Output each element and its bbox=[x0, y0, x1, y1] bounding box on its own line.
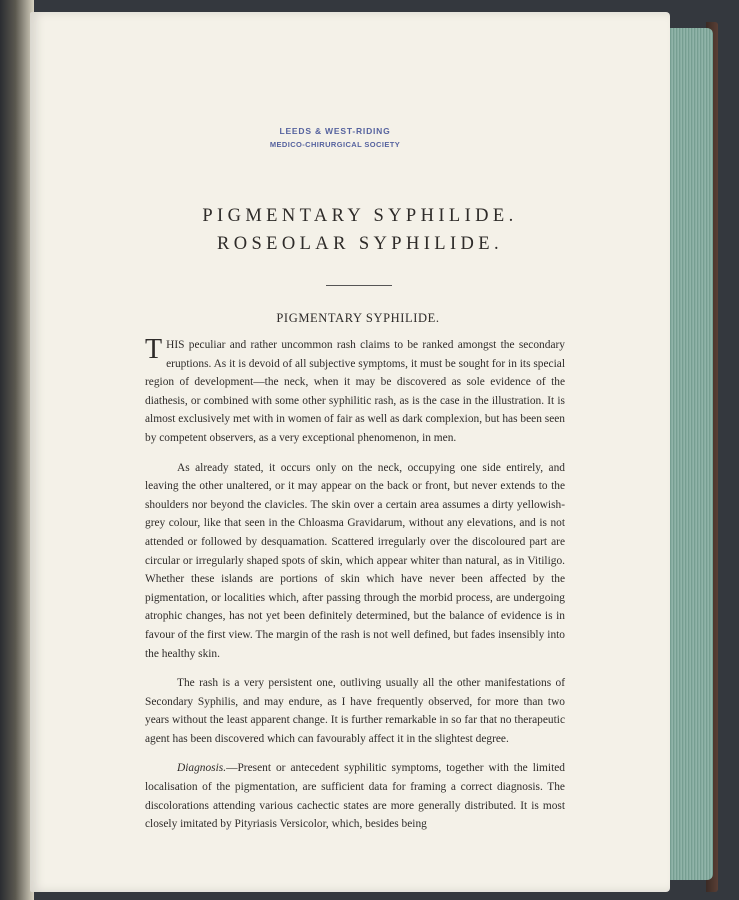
paragraph-1-text: HIS peculiar and rather uncommon rash claims to be ranked amongst the secondary eruptions. As it is devoid of all subjective symptoms, it must be sought for in its special region of development—the neck, when it may be discovered as sole evidence of the diathesis, or combined with some other syphilitic rash, as is the case in the illustration. It is almost exclusively met with in women of fair as well as dark complexion, but has been seen by competent observers, as a very exceptional phenomenon, in men. bbox=[145, 339, 565, 444]
title-divider bbox=[326, 285, 392, 286]
paragraph-4 bbox=[145, 759, 565, 833]
body-text bbox=[145, 336, 565, 845]
drop-cap: T bbox=[145, 334, 163, 365]
paragraph-4-text: —Present or antecedent syphilitic symptoms, together with the limited localisation of the pigmentation, are sufficient data for framing a correct diagnosis. The discolorations attending various cachectic states are more generally distributed. It is most closely imitated by Pityriasis Versicolor, which, besides being bbox=[145, 762, 565, 831]
stamp-line-1: LEEDS & WEST-RIDING bbox=[279, 126, 391, 136]
paragraph-1 bbox=[145, 336, 565, 448]
paragraph-2: As already stated, it occurs only on the neck, occupying one side entirely, and leaving the other unaltered, or it may appear on the back or front, but never extends to the shoulders nor beyond the clavicles. The skin over a certain area assumes a dirty yellowish-grey colour, like that seen in the Chloasma Gravidarum, without any elevations, and is not attended or followed by desquamation. Scattered irregularly over the discoloured part are circular or irregularly shaped spots of skin, which appear whiter than natural, as in Vitiligo. Whether these islands are portions of skin which have never been affected by the pigmentation, or localities which, after passing through the morbid process, are undergoing atrophic changes, has not yet been definitely determined, but the balance of evidence is in favour of the first view. The margin of the rash is not well defined, but fades insensibly into the healthy skin. bbox=[145, 461, 565, 660]
page-title-line-2: ROSEOLAR SYPHILIDE. bbox=[216, 234, 504, 254]
section-heading: PIGMENTARY SYPHILIDE. bbox=[276, 311, 440, 325]
page-title-line-1: PIGMENTARY SYPHILIDE. bbox=[202, 206, 518, 226]
stamp-line-2: MEDICO-CHIRURGICAL SOCIETY bbox=[269, 140, 401, 149]
book-binding-left bbox=[0, 0, 34, 900]
library-stamp bbox=[250, 124, 420, 152]
paragraph-3: The rash is a very persistent one, outliving usually all the other manifestations of Secondary Syphilis, and may endure, as I have frequently observed, for more than two years without the least apparent change. It is further remarkable in so far that no therapeutic agent has been discovered which can favourably affect it in the slightest degree. bbox=[145, 677, 565, 745]
page-fore-edge bbox=[665, 28, 713, 880]
diagnosis-label: Diagnosis. bbox=[177, 762, 227, 775]
